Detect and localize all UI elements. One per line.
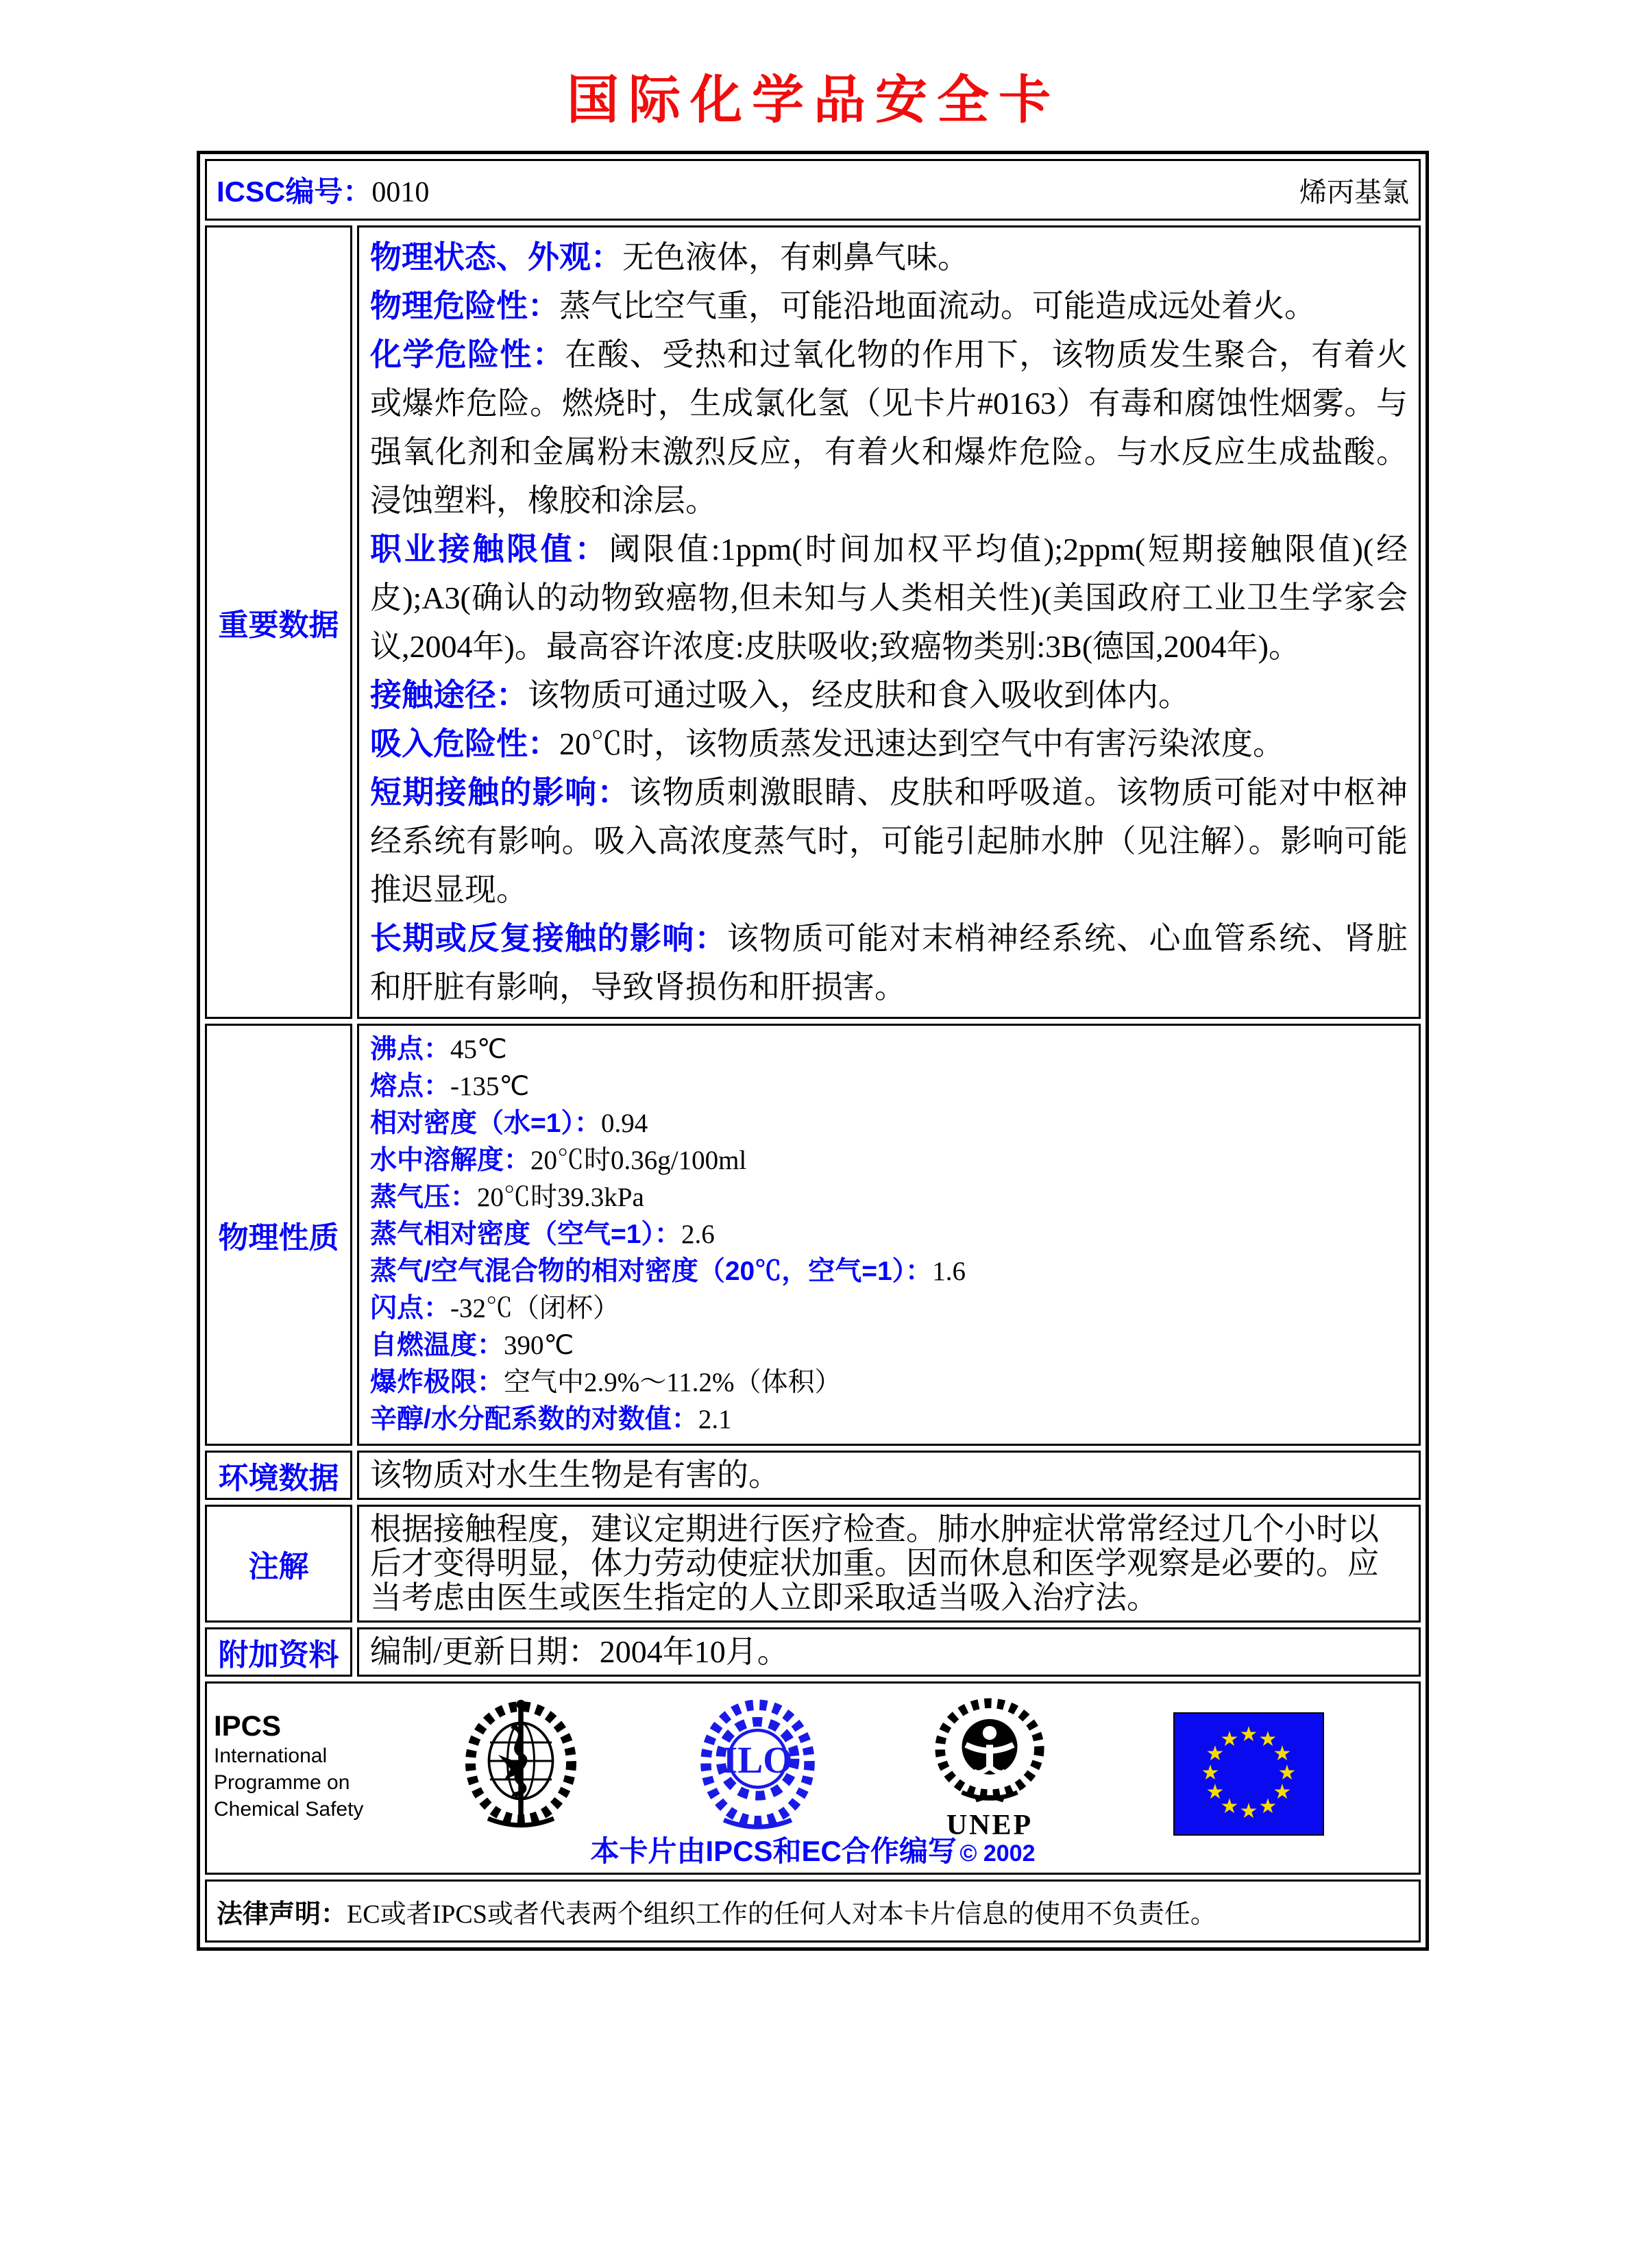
chemical-name: 烯丙基氯	[1299, 176, 1409, 208]
ilo-logo-text: ILO	[722, 1739, 793, 1782]
property-key: 化学危险性：	[370, 336, 565, 372]
property-value: 390℃	[504, 1331, 574, 1360]
logos-cell	[205, 1681, 1421, 1875]
property-line	[370, 914, 1408, 1011]
ipcs-subtitle-line: International	[214, 1745, 328, 1767]
property-value: 该物质可通过吸入，经皮肤和食入吸收到体内。	[528, 678, 1190, 713]
header-cell	[205, 159, 1421, 221]
property-value: 20℃时0.36g/100ml	[530, 1146, 747, 1175]
property-value: 无色液体，有刺鼻气味。	[622, 240, 969, 275]
property-line	[370, 233, 1408, 282]
property-line	[370, 330, 1408, 525]
property-key: 爆炸极限：	[370, 1368, 504, 1397]
property-key: 物理状态、外观：	[370, 239, 622, 275]
environmental-data-row	[205, 1451, 1421, 1500]
ipcs-block	[214, 1710, 363, 1823]
property-key: 蒸气相对密度（空气=1）：	[370, 1220, 681, 1249]
property-key: 辛醇/水分配系数的对数值：	[370, 1405, 698, 1434]
legal-cell	[205, 1879, 1421, 1943]
property-line	[370, 1216, 1408, 1253]
property-line	[370, 768, 1408, 914]
svg-text:★: ★	[1201, 1762, 1220, 1784]
icsc-number-value: 0010	[371, 177, 430, 208]
property-key: 吸入危险性：	[370, 726, 559, 761]
property-line	[370, 1179, 1408, 1216]
property-key: 闪点：	[370, 1294, 451, 1323]
unep-block	[928, 1697, 1051, 1842]
who-logo-icon	[459, 1693, 583, 1837]
icsc-number-field	[217, 169, 429, 210]
physical-properties-row	[205, 1024, 1421, 1446]
header-row	[205, 159, 1421, 221]
property-key: 职业接触限值：	[370, 531, 609, 567]
logos-row	[205, 1681, 1421, 1875]
property-line	[370, 1105, 1408, 1142]
property-line	[370, 1401, 1408, 1438]
property-line	[370, 1290, 1408, 1327]
property-line	[370, 719, 1408, 768]
copyright-text: © 2002	[959, 1840, 1036, 1866]
property-value: 2.1	[698, 1405, 732, 1434]
important-data-content	[357, 225, 1421, 1019]
property-key: 熔点：	[370, 1072, 451, 1101]
svg-text:★: ★	[1273, 1781, 1292, 1803]
property-value: 45℃	[450, 1035, 507, 1064]
page-title: 国际化学品安全卡	[567, 72, 1060, 130]
icsc-number-label: ICSC编号：	[217, 175, 372, 208]
property-line	[370, 1253, 1408, 1290]
property-line	[370, 282, 1408, 330]
property-line	[370, 1364, 1408, 1401]
property-line	[370, 1327, 1408, 1364]
ipcs-subtitle-line: Chemical Safety	[214, 1798, 364, 1821]
svg-text:★: ★	[1258, 1728, 1277, 1751]
property-key: 短期接触的影响：	[370, 774, 630, 810]
section-label-physical-properties: 物理性质	[205, 1024, 352, 1446]
property-value: 阈限值:1ppm(时间加权平均值);2ppm(短期接触限值)(经皮);A3(确认的动物致癌物,但未知与人类相关性)(美国政府工业卫生学家会议,2004年)。最高容许浓度:皮肤吸收;致癌物类别:3B(德国,2004年)。	[370, 532, 1408, 664]
property-line	[370, 671, 1408, 719]
property-line	[370, 525, 1408, 671]
section-label-environmental-data: 环境数据	[205, 1451, 352, 1500]
svg-text:★: ★	[1206, 1742, 1225, 1765]
svg-text:★: ★	[1273, 1742, 1292, 1765]
property-value: 0.94	[600, 1109, 648, 1138]
unep-logo-icon	[929, 1697, 1050, 1808]
property-line	[370, 1031, 1408, 1068]
property-value: 该物质刺激眼睛、皮肤和呼吸道。该物质可能对中枢神经系统有影响。吸入高浓度蒸气时，可能引起肺水肿（见注解）。影响可能推迟显现。	[370, 775, 1408, 907]
property-value: 空气中2.9%～11.2%（体积）	[504, 1368, 842, 1397]
property-key: 蒸气压：	[370, 1183, 478, 1212]
property-value: 蒸气比空气重，可能沿地面流动。可能造成远处着火。	[559, 288, 1316, 323]
important-data-row	[205, 225, 1421, 1019]
property-line	[370, 1068, 1408, 1105]
property-key: 自燃温度：	[370, 1331, 504, 1360]
property-value: 在酸、受热和过氧化物的作用下，该物质发生聚合，有着火或爆炸危险。燃烧时，生成氯化氢（见卡片#0163）有毒和腐蚀性烟雾。与强氧化剂和金属粉末激烈反应，有着火和爆炸危险。与水反应生成盐酸。浸蚀塑料，橡胶和涂层。	[370, 337, 1408, 518]
svg-text:★: ★	[1206, 1781, 1225, 1803]
additional-info-row	[205, 1627, 1421, 1677]
section-label-additional-info: 附加资料	[205, 1627, 352, 1677]
ipcs-subtitle-line: Programme on	[214, 1771, 350, 1794]
property-line	[370, 1142, 1408, 1179]
notes-row	[205, 1505, 1421, 1623]
section-label-important-data: 重要数据	[205, 225, 352, 1019]
unep-logo-text: UNEP	[946, 1810, 1033, 1841]
property-key: 沸点：	[370, 1035, 451, 1064]
legal-row	[205, 1879, 1421, 1943]
property-key: 水中溶解度：	[370, 1146, 531, 1175]
property-value: 2.6	[681, 1220, 715, 1249]
eu-flag-icon	[1173, 1712, 1324, 1836]
property-key: 接触途径：	[370, 677, 528, 713]
property-value: 20℃时39.3kPa	[477, 1183, 644, 1212]
legal-text: EC或者IPCS或者代表两个组织工作的任何人对本卡片信息的使用不负责任。	[347, 1899, 1216, 1929]
svg-text:★: ★	[1220, 1728, 1239, 1751]
property-value: -135℃	[450, 1072, 530, 1101]
svg-text:★: ★	[1258, 1795, 1277, 1818]
property-key: 长期或反复接触的影响：	[370, 920, 727, 956]
property-value: -32℃（闭杯）	[450, 1294, 620, 1323]
property-value: 1.6	[932, 1257, 966, 1286]
ipcs-title: IPCS	[214, 1710, 282, 1742]
legal-label: 法律声明：	[217, 1899, 347, 1929]
property-key: 相对密度（水=1）：	[370, 1109, 601, 1138]
ilo-logo-icon	[694, 1693, 821, 1837]
credit-text: 本卡片由IPCS和EC合作编写	[590, 1835, 957, 1867]
svg-text:★: ★	[1239, 1723, 1258, 1746]
icsc-card-page	[0, 58, 1627, 2268]
property-key: 蒸气/空气混合物的相对密度（20℃，空气=1）：	[370, 1257, 933, 1286]
additional-info-content: 编制/更新日期：2004年10月。	[357, 1627, 1421, 1677]
credit-line	[207, 1829, 1419, 1870]
section-label-notes: 注解	[205, 1505, 352, 1623]
property-value: 20℃时，该物质蒸发迅速达到空气中有害污染浓度。	[559, 726, 1284, 761]
environmental-data-content: 该物质对水生生物是有害的。	[357, 1451, 1421, 1500]
property-key: 物理危险性：	[370, 288, 559, 323]
svg-text:★: ★	[1239, 1800, 1258, 1823]
svg-text:★: ★	[1277, 1762, 1297, 1784]
icsc-card-table	[197, 151, 1429, 1951]
svg-text:★: ★	[1220, 1795, 1239, 1818]
notes-content: 根据接触程度，建议定期进行医疗检查。肺水肿症状常常经过几个小时以后才变得明显，体力劳动使症状加重。因而休息和医学观察是必要的。应当考虑由医生或医生指定的人立即采取适当吸入治疗法。	[357, 1505, 1421, 1623]
property-value: 该物质可能对末梢神经系统、心血管系统、肾脏和肝脏有影响，导致肾损伤和肝损害。	[370, 921, 1408, 1004]
physical-properties-content	[357, 1024, 1421, 1446]
